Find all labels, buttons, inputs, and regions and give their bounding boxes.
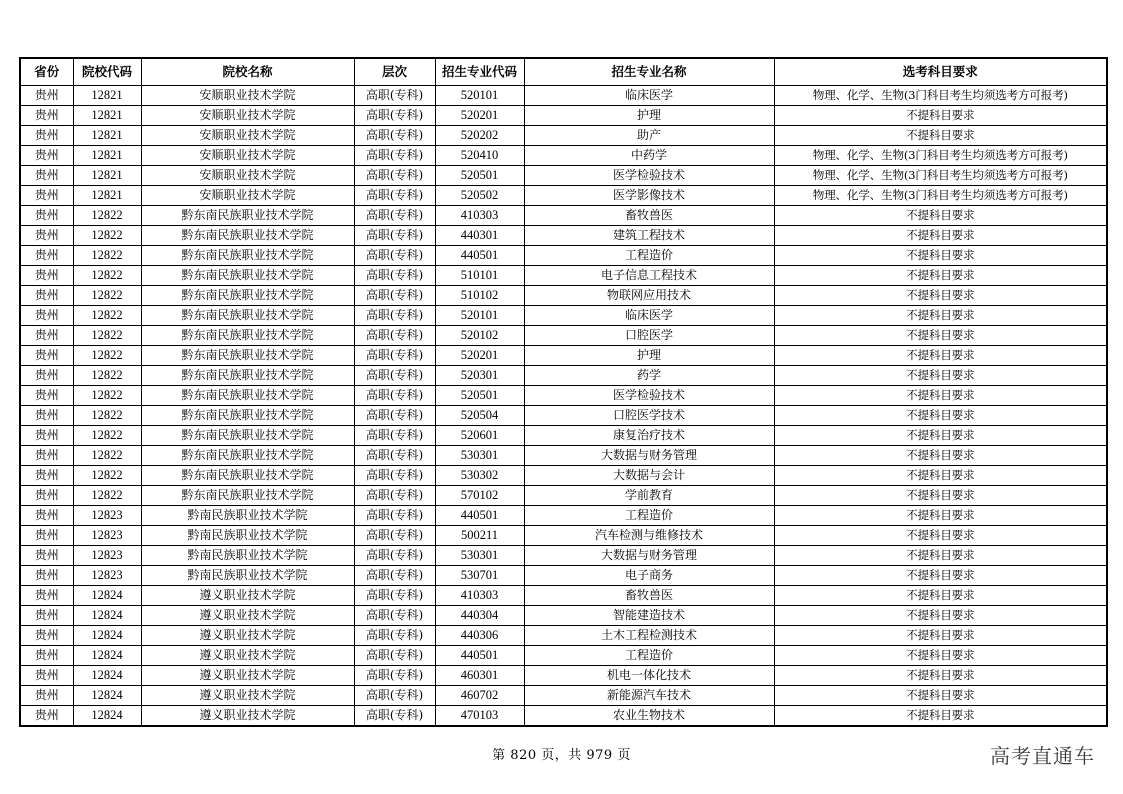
cell-school-code: 12822	[73, 246, 141, 266]
cell-major-code: 520101	[435, 86, 524, 106]
cell-province: 贵州	[20, 306, 73, 326]
cell-subject-requirement: 不提科目要求	[774, 526, 1107, 546]
cell-major-name: 汽车检测与维修技术	[524, 526, 774, 546]
cell-school-code: 12824	[73, 686, 141, 706]
cell-school-code: 12822	[73, 306, 141, 326]
cell-subject-requirement: 不提科目要求	[774, 206, 1107, 226]
cell-school-name: 黔东南民族职业技术学院	[141, 306, 354, 326]
cell-school-name: 黔东南民族职业技术学院	[141, 486, 354, 506]
cell-province: 贵州	[20, 486, 73, 506]
cell-school-code: 12821	[73, 146, 141, 166]
cell-school-name: 安顺职业技术学院	[141, 86, 354, 106]
table-row	[20, 286, 1107, 306]
cell-major-code: 440301	[435, 226, 524, 246]
table-row	[20, 706, 1107, 727]
cell-major-name: 电子商务	[524, 566, 774, 586]
table-row	[20, 206, 1107, 226]
table-row	[20, 326, 1107, 346]
cell-major-code: 410303	[435, 586, 524, 606]
cell-major-name: 大数据与会计	[524, 466, 774, 486]
table-row	[20, 606, 1107, 626]
cell-major-code: 520410	[435, 146, 524, 166]
table-row	[20, 126, 1107, 146]
cell-level: 高职(专科)	[354, 466, 435, 486]
cell-school-code: 12822	[73, 206, 141, 226]
cell-school-name: 黔南民族职业技术学院	[141, 546, 354, 566]
cell-subject-requirement: 不提科目要求	[774, 406, 1107, 426]
table-row	[20, 686, 1107, 706]
cell-school-name: 黔南民族职业技术学院	[141, 526, 354, 546]
cell-major-name: 药学	[524, 366, 774, 386]
cell-subject-requirement: 不提科目要求	[774, 386, 1107, 406]
table-row	[20, 546, 1107, 566]
cell-level: 高职(专科)	[354, 426, 435, 446]
table-row	[20, 146, 1107, 166]
cell-school-name: 黔东南民族职业技术学院	[141, 266, 354, 286]
cell-school-name: 黔东南民族职业技术学院	[141, 366, 354, 386]
cell-subject-requirement: 不提科目要求	[774, 326, 1107, 346]
cell-major-code: 410303	[435, 206, 524, 226]
cell-major-code: 530301	[435, 446, 524, 466]
cell-level: 高职(专科)	[354, 526, 435, 546]
cell-level: 高职(专科)	[354, 546, 435, 566]
cell-school-name: 黔南民族职业技术学院	[141, 506, 354, 526]
cell-province: 贵州	[20, 446, 73, 466]
cell-school-name: 黔东南民族职业技术学院	[141, 426, 354, 446]
cell-school-code: 12822	[73, 226, 141, 246]
cell-major-code: 520504	[435, 406, 524, 426]
cell-school-code: 12821	[73, 186, 141, 206]
cell-subject-requirement: 不提科目要求	[774, 606, 1107, 626]
cell-province: 贵州	[20, 346, 73, 366]
cell-school-name: 遵义职业技术学院	[141, 586, 354, 606]
cell-province: 贵州	[20, 566, 73, 586]
cell-province: 贵州	[20, 326, 73, 346]
cell-level: 高职(专科)	[354, 566, 435, 586]
cell-major-name: 农业生物技术	[524, 706, 774, 727]
cell-school-code: 12822	[73, 446, 141, 466]
cell-subject-requirement: 不提科目要求	[774, 366, 1107, 386]
cell-subject-requirement: 不提科目要求	[774, 226, 1107, 246]
cell-province: 贵州	[20, 386, 73, 406]
enrollment-table-container	[19, 57, 1106, 727]
cell-major-code: 440304	[435, 606, 524, 626]
cell-subject-requirement: 物理、化学、生物(3门科目考生均须选考方可报考)	[774, 186, 1107, 206]
cell-major-name: 医学检验技术	[524, 386, 774, 406]
cell-level: 高职(专科)	[354, 506, 435, 526]
cell-subject-requirement: 不提科目要求	[774, 546, 1107, 566]
cell-school-name: 安顺职业技术学院	[141, 106, 354, 126]
cell-level: 高职(专科)	[354, 126, 435, 146]
table-row	[20, 646, 1107, 666]
cell-subject-requirement: 物理、化学、生物(3门科目考生均须选考方可报考)	[774, 146, 1107, 166]
cell-major-code: 510102	[435, 286, 524, 306]
table-row	[20, 586, 1107, 606]
cell-major-code: 520501	[435, 386, 524, 406]
cell-subject-requirement: 不提科目要求	[774, 566, 1107, 586]
cell-school-code: 12823	[73, 526, 141, 546]
cell-major-code: 520101	[435, 306, 524, 326]
cell-school-code: 12821	[73, 126, 141, 146]
table-row	[20, 626, 1107, 646]
cell-level: 高职(专科)	[354, 586, 435, 606]
table-row	[20, 226, 1107, 246]
cell-major-name: 临床医学	[524, 306, 774, 326]
cell-province: 贵州	[20, 586, 73, 606]
cell-subject-requirement: 不提科目要求	[774, 626, 1107, 646]
cell-level: 高职(专科)	[354, 606, 435, 626]
cell-level: 高职(专科)	[354, 386, 435, 406]
cell-subject-requirement: 不提科目要求	[774, 586, 1107, 606]
cell-school-name: 遵义职业技术学院	[141, 666, 354, 686]
table-row	[20, 386, 1107, 406]
cell-school-code: 12821	[73, 106, 141, 126]
cell-major-code: 520301	[435, 366, 524, 386]
cell-major-code: 440501	[435, 506, 524, 526]
cell-level: 高职(专科)	[354, 166, 435, 186]
cell-school-name: 遵义职业技术学院	[141, 626, 354, 646]
cell-school-code: 12822	[73, 426, 141, 446]
table-row	[20, 666, 1107, 686]
cell-level: 高职(专科)	[354, 326, 435, 346]
cell-major-code: 520201	[435, 346, 524, 366]
cell-school-code: 12821	[73, 86, 141, 106]
cell-province: 贵州	[20, 666, 73, 686]
cell-school-name: 黔东南民族职业技术学院	[141, 206, 354, 226]
cell-province: 贵州	[20, 646, 73, 666]
cell-major-name: 医学影像技术	[524, 186, 774, 206]
cell-subject-requirement: 不提科目要求	[774, 646, 1107, 666]
cell-level: 高职(专科)	[354, 646, 435, 666]
cell-level: 高职(专科)	[354, 686, 435, 706]
cell-school-code: 12822	[73, 286, 141, 306]
cell-province: 贵州	[20, 706, 73, 727]
cell-subject-requirement: 不提科目要求	[774, 126, 1107, 146]
cell-major-name: 物联网应用技术	[524, 286, 774, 306]
cell-major-name: 畜牧兽医	[524, 586, 774, 606]
cell-school-name: 黔东南民族职业技术学院	[141, 346, 354, 366]
cell-school-code: 12822	[73, 406, 141, 426]
cell-province: 贵州	[20, 526, 73, 546]
cell-major-name: 建筑工程技术	[524, 226, 774, 246]
cell-major-code: 530302	[435, 466, 524, 486]
cell-school-code: 12821	[73, 166, 141, 186]
page-number: 第 820 页，共 979 页	[492, 748, 631, 763]
cell-province: 贵州	[20, 206, 73, 226]
cell-school-code: 12822	[73, 346, 141, 366]
cell-level: 高职(专科)	[354, 286, 435, 306]
cell-school-name: 安顺职业技术学院	[141, 146, 354, 166]
cell-major-name: 口腔医学	[524, 326, 774, 346]
cell-province: 贵州	[20, 166, 73, 186]
cell-major-code: 440501	[435, 646, 524, 666]
cell-major-code: 520102	[435, 326, 524, 346]
cell-level: 高职(专科)	[354, 486, 435, 506]
cell-major-name: 医学检验技术	[524, 166, 774, 186]
cell-subject-requirement: 不提科目要求	[774, 666, 1107, 686]
cell-level: 高职(专科)	[354, 346, 435, 366]
table-row	[20, 566, 1107, 586]
column-header-major-code: 招生专业代码	[435, 58, 524, 86]
cell-province: 贵州	[20, 626, 73, 646]
cell-major-name: 新能源汽车技术	[524, 686, 774, 706]
cell-school-name: 黔南民族职业技术学院	[141, 566, 354, 586]
cell-major-name: 工程造价	[524, 506, 774, 526]
cell-school-name: 黔东南民族职业技术学院	[141, 286, 354, 306]
cell-province: 贵州	[20, 226, 73, 246]
cell-subject-requirement: 不提科目要求	[774, 706, 1107, 727]
cell-level: 高职(专科)	[354, 666, 435, 686]
cell-school-code: 12823	[73, 546, 141, 566]
cell-province: 贵州	[20, 106, 73, 126]
table-row	[20, 306, 1107, 326]
cell-school-name: 黔东南民族职业技术学院	[141, 386, 354, 406]
column-header-major-name: 招生专业名称	[524, 58, 774, 86]
column-header-school-code: 院校代码	[73, 58, 141, 86]
cell-province: 贵州	[20, 606, 73, 626]
cell-level: 高职(专科)	[354, 246, 435, 266]
cell-level: 高职(专科)	[354, 306, 435, 326]
cell-school-code: 12822	[73, 466, 141, 486]
cell-subject-requirement: 不提科目要求	[774, 346, 1107, 366]
cell-level: 高职(专科)	[354, 706, 435, 727]
cell-major-code: 470103	[435, 706, 524, 727]
cell-school-code: 12823	[73, 506, 141, 526]
cell-level: 高职(专科)	[354, 146, 435, 166]
cell-school-name: 黔东南民族职业技术学院	[141, 226, 354, 246]
table-row	[20, 426, 1107, 446]
cell-subject-requirement: 不提科目要求	[774, 686, 1107, 706]
cell-school-code: 12822	[73, 386, 141, 406]
column-header-subject-requirement: 选考科目要求	[774, 58, 1107, 86]
cell-school-code: 12822	[73, 486, 141, 506]
cell-major-code: 460702	[435, 686, 524, 706]
cell-school-name: 遵义职业技术学院	[141, 606, 354, 626]
cell-major-name: 临床医学	[524, 86, 774, 106]
cell-school-name: 遵义职业技术学院	[141, 686, 354, 706]
cell-province: 贵州	[20, 86, 73, 106]
cell-major-name: 智能建造技术	[524, 606, 774, 626]
cell-subject-requirement: 不提科目要求	[774, 486, 1107, 506]
cell-province: 贵州	[20, 406, 73, 426]
table-row	[20, 86, 1107, 106]
table-row	[20, 166, 1107, 186]
table-row	[20, 466, 1107, 486]
cell-school-name: 黔东南民族职业技术学院	[141, 406, 354, 426]
cell-province: 贵州	[20, 506, 73, 526]
cell-school-name: 黔东南民族职业技术学院	[141, 446, 354, 466]
cell-major-name: 土木工程检测技术	[524, 626, 774, 646]
cell-subject-requirement: 不提科目要求	[774, 426, 1107, 446]
cell-level: 高职(专科)	[354, 86, 435, 106]
cell-level: 高职(专科)	[354, 266, 435, 286]
cell-subject-requirement: 不提科目要求	[774, 246, 1107, 266]
table-row	[20, 246, 1107, 266]
cell-major-code: 510101	[435, 266, 524, 286]
cell-school-name: 安顺职业技术学院	[141, 166, 354, 186]
cell-province: 贵州	[20, 146, 73, 166]
table-header-row	[20, 58, 1107, 86]
cell-subject-requirement: 不提科目要求	[774, 266, 1107, 286]
cell-major-name: 康复治疗技术	[524, 426, 774, 446]
cell-level: 高职(专科)	[354, 406, 435, 426]
cell-school-name: 安顺职业技术学院	[141, 186, 354, 206]
cell-major-code: 570102	[435, 486, 524, 506]
cell-major-name: 工程造价	[524, 246, 774, 266]
cell-school-code: 12823	[73, 566, 141, 586]
cell-province: 贵州	[20, 686, 73, 706]
table-row	[20, 106, 1107, 126]
cell-major-name: 电子信息工程技术	[524, 266, 774, 286]
cell-major-code: 530301	[435, 546, 524, 566]
cell-major-name: 工程造价	[524, 646, 774, 666]
table-row	[20, 446, 1107, 466]
cell-major-name: 学前教育	[524, 486, 774, 506]
cell-major-code: 520201	[435, 106, 524, 126]
cell-school-code: 12824	[73, 666, 141, 686]
cell-major-name: 大数据与财务管理	[524, 546, 774, 566]
cell-province: 贵州	[20, 246, 73, 266]
cell-major-name: 口腔医学技术	[524, 406, 774, 426]
table-row	[20, 526, 1107, 546]
cell-level: 高职(专科)	[354, 226, 435, 246]
column-header-level: 层次	[354, 58, 435, 86]
column-header-province: 省份	[20, 58, 73, 86]
table-row	[20, 266, 1107, 286]
cell-subject-requirement: 不提科目要求	[774, 306, 1107, 326]
cell-level: 高职(专科)	[354, 186, 435, 206]
cell-school-code: 12824	[73, 706, 141, 727]
cell-major-code: 520502	[435, 186, 524, 206]
cell-major-name: 机电一体化技术	[524, 666, 774, 686]
cell-school-name: 黔东南民族职业技术学院	[141, 246, 354, 266]
enrollment-table	[19, 57, 1108, 727]
cell-major-name: 中药学	[524, 146, 774, 166]
cell-major-code: 440501	[435, 246, 524, 266]
column-header-school-name: 院校名称	[141, 58, 354, 86]
table-row	[20, 486, 1107, 506]
cell-school-code: 12822	[73, 326, 141, 346]
table-body	[20, 86, 1107, 727]
cell-province: 贵州	[20, 426, 73, 446]
cell-school-code: 12824	[73, 646, 141, 666]
cell-major-name: 护理	[524, 346, 774, 366]
cell-subject-requirement: 不提科目要求	[774, 506, 1107, 526]
table-row	[20, 506, 1107, 526]
cell-major-code: 520601	[435, 426, 524, 446]
cell-school-code: 12822	[73, 266, 141, 286]
cell-major-code: 460301	[435, 666, 524, 686]
cell-province: 贵州	[20, 286, 73, 306]
cell-subject-requirement: 不提科目要求	[774, 106, 1107, 126]
cell-school-code: 12822	[73, 366, 141, 386]
cell-subject-requirement: 物理、化学、生物(3门科目考生均须选考方可报考)	[774, 86, 1107, 106]
cell-subject-requirement: 不提科目要求	[774, 466, 1107, 486]
cell-level: 高职(专科)	[354, 446, 435, 466]
cell-province: 贵州	[20, 466, 73, 486]
cell-subject-requirement: 物理、化学、生物(3门科目考生均须选考方可报考)	[774, 166, 1107, 186]
table-row	[20, 186, 1107, 206]
table-row	[20, 366, 1107, 386]
cell-province: 贵州	[20, 546, 73, 566]
cell-subject-requirement: 不提科目要求	[774, 446, 1107, 466]
cell-subject-requirement: 不提科目要求	[774, 286, 1107, 306]
watermark-logo-text: 高考直通车	[990, 744, 1095, 768]
cell-school-name: 遵义职业技术学院	[141, 646, 354, 666]
cell-school-code: 12824	[73, 606, 141, 626]
cell-province: 贵州	[20, 366, 73, 386]
cell-province: 贵州	[20, 126, 73, 146]
cell-school-name: 遵义职业技术学院	[141, 706, 354, 727]
cell-school-name: 黔东南民族职业技术学院	[141, 326, 354, 346]
cell-major-name: 畜牧兽医	[524, 206, 774, 226]
cell-major-code: 530701	[435, 566, 524, 586]
cell-major-name: 大数据与财务管理	[524, 446, 774, 466]
table-row	[20, 406, 1107, 426]
cell-major-code: 500211	[435, 526, 524, 546]
cell-major-code: 520202	[435, 126, 524, 146]
cell-major-code: 440306	[435, 626, 524, 646]
cell-level: 高职(专科)	[354, 626, 435, 646]
cell-school-code: 12824	[73, 586, 141, 606]
cell-major-code: 520501	[435, 166, 524, 186]
cell-major-name: 助产	[524, 126, 774, 146]
cell-major-name: 护理	[524, 106, 774, 126]
cell-school-code: 12824	[73, 626, 141, 646]
cell-province: 贵州	[20, 186, 73, 206]
cell-level: 高职(专科)	[354, 206, 435, 226]
cell-province: 贵州	[20, 266, 73, 286]
cell-school-name: 黔东南民族职业技术学院	[141, 466, 354, 486]
table-row	[20, 346, 1107, 366]
cell-level: 高职(专科)	[354, 106, 435, 126]
cell-level: 高职(专科)	[354, 366, 435, 386]
cell-school-name: 安顺职业技术学院	[141, 126, 354, 146]
